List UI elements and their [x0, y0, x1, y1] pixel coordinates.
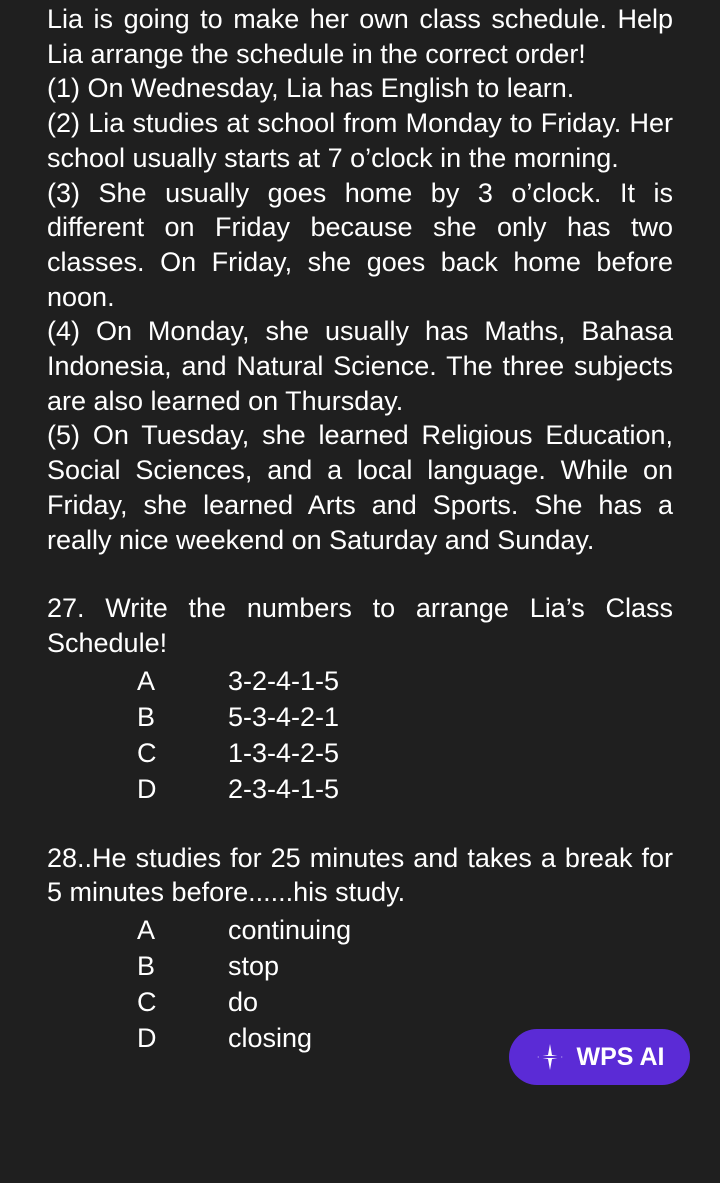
question-27-options — [47, 663, 673, 807]
clue-3: (3) She usually goes home by 3 o’clock. It is different on Friday because she only has two classes. On Friday, she goes back home before noon. — [47, 177, 673, 312]
wps-ai-label: WPS AI — [576, 1042, 665, 1071]
q27-option-d — [47, 771, 673, 807]
option-letter: A — [137, 665, 156, 696]
clue-4: (4) On Monday, she usually has Maths, Bahasa Indonesia, and Natural Science. The three subjects are also learned on Thursday. — [47, 316, 673, 416]
q28-option-b — [47, 948, 673, 984]
option-letter: D — [137, 1023, 157, 1054]
wps-ai-button[interactable] — [509, 1029, 690, 1085]
option-letter: A — [137, 915, 156, 946]
spacer — [47, 557, 673, 591]
option-text: continuing — [228, 915, 352, 946]
option-text: do — [228, 987, 259, 1018]
option-text: 5-3-4-2-1 — [228, 701, 340, 732]
option-letter: B — [137, 701, 156, 732]
q27-option-c — [47, 735, 673, 771]
clue-2: (2) Lia studies at school from Monday to Friday. Her school usually starts at 7 o’clock in the morning. — [47, 108, 673, 173]
wps-ai-sparkle-icon — [535, 1042, 565, 1072]
clue-5: (5) On Tuesday, she learned Religious Education, Social Sciences, and a local language. While on Friday, she learned Arts and Sports. She has a really nice weekend on Saturday and Sunday. — [47, 420, 673, 555]
option-text: 3-2-4-1-5 — [228, 665, 340, 696]
intro-paragraph: Lia is going to make her own class schedule. Help Lia arrange the schedule in the correct order! — [47, 4, 673, 69]
q28-option-c — [47, 984, 673, 1020]
q27-option-b — [47, 699, 673, 735]
clue-1: (1) On Wednesday, Lia has English to learn. — [47, 73, 575, 104]
option-letter: D — [137, 773, 157, 804]
question-27-prompt: 27. Write the numbers to arrange Lia’s Class Schedule! — [47, 593, 673, 658]
question-28-prompt: 28..He studies for 25 minutes and takes a break for 5 minutes before......his study. — [47, 842, 673, 908]
q28-option-a — [47, 912, 673, 948]
option-text: 2-3-4-1-5 — [228, 773, 340, 804]
option-letter: C — [137, 987, 157, 1018]
option-text: 1-3-4-2-5 — [228, 737, 340, 768]
q27-option-a — [47, 663, 673, 699]
spacer — [47, 807, 673, 841]
option-text: closing — [228, 1023, 313, 1054]
document-page — [47, 0, 673, 1056]
option-text: stop — [228, 951, 280, 982]
option-letter: B — [137, 951, 156, 982]
option-letter: C — [137, 737, 157, 768]
